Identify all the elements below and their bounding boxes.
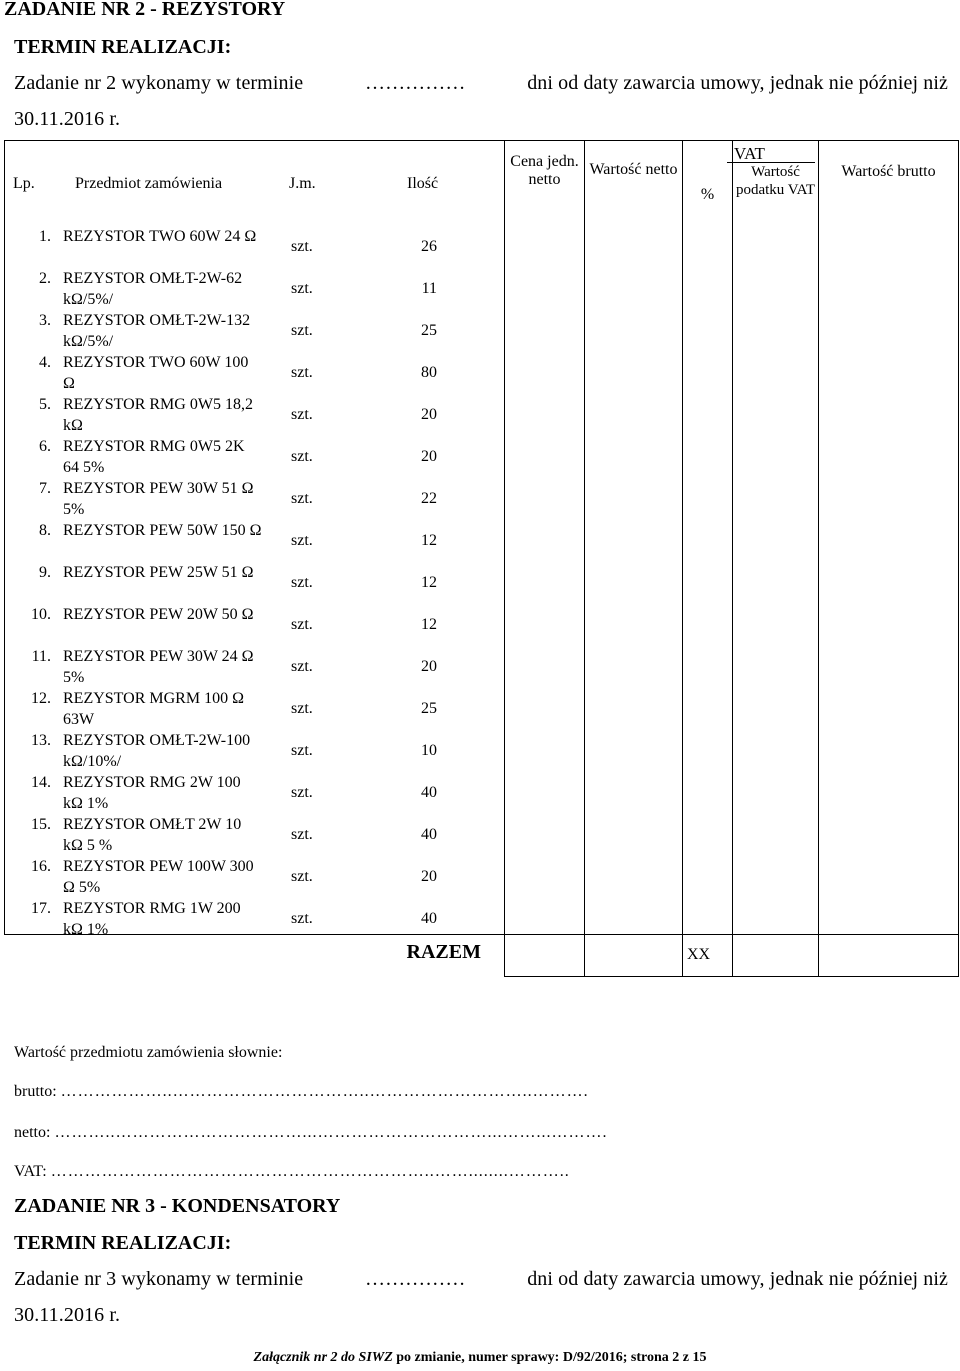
item-quantity: 26 xyxy=(421,238,437,255)
item-number: 12. xyxy=(31,690,51,707)
item-number: 10. xyxy=(31,606,51,623)
item-number: 5. xyxy=(39,396,51,413)
item-unit: szt. xyxy=(291,406,313,423)
header-vat-pct: % xyxy=(700,186,715,203)
page-footer xyxy=(0,1350,960,1366)
item-number: 6. xyxy=(39,438,51,455)
price-table xyxy=(4,140,959,977)
total-vat-amount-cell xyxy=(733,935,819,977)
item-quantity: 12 xyxy=(421,532,437,549)
header-gross-value: Wartość brutto xyxy=(841,163,936,180)
item-name: REZYSTOR OMŁT-2W-132 kΩ/5%/ xyxy=(63,312,251,350)
table-row xyxy=(5,772,455,814)
item-unit: szt. xyxy=(291,910,313,927)
item-unit: szt. xyxy=(291,700,313,717)
task2-deadline-heading: TERMIN REALIZACJI: xyxy=(14,36,232,58)
item-name: REZYSTOR RMG 0W5 18,2 kΩ xyxy=(63,396,253,434)
task3-deadline-text-a: Zadanie nr 3 wykonamy w terminie xyxy=(14,1268,304,1290)
table-row xyxy=(5,436,455,478)
table-row xyxy=(5,562,455,604)
item-unit: szt. xyxy=(291,238,313,255)
total-net-value-cell xyxy=(585,935,683,977)
task3-deadline-text xyxy=(14,1268,948,1291)
item-quantity: 40 xyxy=(421,784,437,801)
vat-pct-header-cell xyxy=(683,141,733,935)
task2-deadline-text-a: Zadanie nr 2 wykonamy w terminie xyxy=(14,72,304,94)
total-label-cell xyxy=(5,935,505,977)
table-row xyxy=(5,646,455,688)
task3-title: ZADANIE NR 3 - KONDENSATORY xyxy=(14,1195,341,1217)
item-quantity: 11 xyxy=(421,280,437,297)
task3-deadline-date: 30.11.2016 r. xyxy=(14,1304,121,1326)
item-number: 9. xyxy=(39,564,51,581)
table-row xyxy=(5,520,455,562)
task3-deadline-text-b: dni od daty zawarcia umowy, jednak nie później niż xyxy=(527,1268,948,1290)
item-number: 3. xyxy=(39,312,51,329)
table-row xyxy=(5,310,455,352)
header-qty: Ilość xyxy=(407,175,439,192)
item-unit: szt. xyxy=(291,784,313,801)
total-vat-pct: XX xyxy=(687,946,711,963)
item-number: 11. xyxy=(31,648,51,665)
item-unit: szt. xyxy=(291,658,313,675)
table-row xyxy=(5,226,455,268)
item-number: 4. xyxy=(39,354,51,371)
task2-deadline-text-b: dni od daty zawarcia umowy, jednak nie później niż xyxy=(527,72,948,94)
item-unit: szt. xyxy=(291,868,313,885)
item-number: 8. xyxy=(39,522,51,539)
gross-value-header-cell xyxy=(819,141,959,935)
item-quantity: 12 xyxy=(421,616,437,633)
total-unit-price-cell xyxy=(505,935,585,977)
words-gross-label: brutto: xyxy=(14,1083,57,1100)
total-label: RAZEM xyxy=(406,941,481,963)
words-vat-label: VAT: xyxy=(14,1163,47,1180)
item-name: REZYSTOR RMG 0W5 2K 64 5% xyxy=(63,438,245,476)
item-unit: szt. xyxy=(291,742,313,759)
item-number: 1. xyxy=(39,228,51,245)
words-net-line xyxy=(14,1124,607,1142)
items-cell xyxy=(5,141,505,938)
item-quantity: 25 xyxy=(421,322,437,339)
item-quantity: 40 xyxy=(421,910,437,927)
item-name: REZYSTOR MGRM 100 Ω 63W xyxy=(63,690,244,728)
item-unit: szt. xyxy=(291,364,313,381)
item-unit: szt. xyxy=(291,490,313,507)
table-row xyxy=(5,394,455,436)
header-net-value: Wartość netto xyxy=(589,161,678,178)
item-quantity: 40 xyxy=(421,826,437,843)
table-row xyxy=(5,478,455,520)
item-name: REZYSTOR PEW 100W 300 Ω 5% xyxy=(63,858,254,896)
item-name: REZYSTOR RMG 1W 200 kΩ 1% xyxy=(63,900,241,938)
words-heading: Wartość przedmiotu zamówienia słownie: xyxy=(14,1044,283,1061)
item-unit: szt. xyxy=(291,532,313,549)
item-quantity: 20 xyxy=(421,448,437,465)
total-gross-value-cell xyxy=(819,935,959,977)
header-subject: Przedmiot zamówienia xyxy=(75,175,223,192)
item-quantity: 25 xyxy=(421,700,437,717)
item-number: 16. xyxy=(31,858,51,875)
task3-deadline-dots: …………… xyxy=(364,1268,466,1290)
words-vat-line xyxy=(14,1163,570,1181)
footer-case-info: po zmianie, numer sprawy: D/92/2016; strona 2 z 15 xyxy=(396,1350,707,1365)
table-row xyxy=(5,352,455,394)
item-name: REZYSTOR TWO 60W 100 Ω xyxy=(63,354,249,392)
table-row xyxy=(5,268,455,310)
item-name: REZYSTOR PEW 25W 51 Ω xyxy=(63,564,254,581)
item-quantity: 12 xyxy=(421,574,437,591)
total-vat-pct-cell xyxy=(683,935,733,977)
item-name: REZYSTOR OMŁT-2W-62 kΩ/5%/ xyxy=(63,270,243,308)
item-unit: szt. xyxy=(291,616,313,633)
item-number: 15. xyxy=(31,816,51,833)
item-name: REZYSTOR OMŁT 2W 10 kΩ 5 % xyxy=(63,816,242,854)
header-unit: J.m. xyxy=(289,175,316,192)
table-row xyxy=(5,604,455,646)
item-quantity: 22 xyxy=(421,490,437,507)
item-number: 7. xyxy=(39,480,51,497)
item-name: REZYSTOR PEW 30W 51 Ω 5% xyxy=(63,480,254,518)
task2-deadline-date: 30.11.2016 r. xyxy=(14,108,121,130)
item-name: REZYSTOR PEW 50W 150 Ω xyxy=(63,522,262,539)
item-unit: szt. xyxy=(291,826,313,843)
table-row xyxy=(5,730,455,772)
table-row xyxy=(5,814,455,856)
vat-amount-header-cell xyxy=(733,141,819,935)
table-row xyxy=(5,856,455,898)
header-vat-amount: Wartość podatku VAT xyxy=(735,164,816,198)
item-unit: szt. xyxy=(291,448,313,465)
words-net-label: netto: xyxy=(14,1124,51,1141)
net-value-header-cell xyxy=(585,141,683,935)
item-quantity: 80 xyxy=(421,364,437,381)
task2-deadline-text xyxy=(14,72,948,95)
item-number: 13. xyxy=(31,732,51,749)
item-quantity: 20 xyxy=(421,406,437,423)
item-name: REZYSTOR TWO 60W 24 Ω xyxy=(63,228,257,245)
item-name: REZYSTOR RMG 2W 100 kΩ 1% xyxy=(63,774,241,812)
words-gross-line xyxy=(14,1083,589,1101)
item-unit: szt. xyxy=(291,322,313,339)
header-vat-group: VAT xyxy=(734,144,765,163)
unit-price-header-cell xyxy=(505,141,585,935)
item-name: REZYSTOR OMŁT-2W-100 kΩ/10%/ xyxy=(63,732,251,770)
item-name: REZYSTOR PEW 30W 24 Ω 5% xyxy=(63,648,254,686)
item-name: REZYSTOR PEW 20W 50 Ω xyxy=(63,606,254,623)
footer-attachment: Załącznik nr 2 do SIWZ xyxy=(253,1350,393,1365)
table-row xyxy=(5,688,455,730)
item-unit: szt. xyxy=(291,574,313,591)
item-quantity: 10 xyxy=(421,742,437,759)
item-unit: szt. xyxy=(291,280,313,297)
task2-deadline-dots: …………… xyxy=(364,72,466,94)
vat-group-divider xyxy=(727,162,815,163)
words-net-dots: ………..……………………………...…………………………...……...………. xyxy=(54,1124,608,1141)
words-gross-dots: ………………..……………………………..………………………..………. xyxy=(60,1083,589,1100)
item-number: 2. xyxy=(39,270,51,287)
item-number: 14. xyxy=(31,774,51,791)
item-quantity: 20 xyxy=(421,868,437,885)
header-lp: Lp. xyxy=(13,175,35,192)
header-unit-price: Cena jedn. netto xyxy=(510,153,579,188)
item-number: 17. xyxy=(31,900,51,917)
item-quantity: 20 xyxy=(421,658,437,675)
task3-deadline-heading: TERMIN REALIZACJI: xyxy=(14,1232,232,1254)
task2-title: ZADANIE NR 2 - REZYSTORY xyxy=(4,0,286,20)
words-vat-dots: …………………………………………………………..……........……….. xyxy=(50,1163,570,1180)
